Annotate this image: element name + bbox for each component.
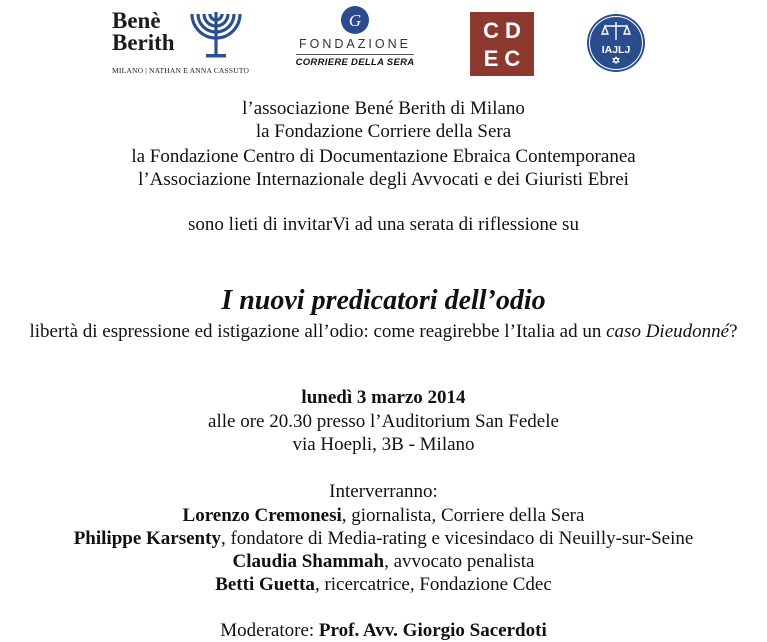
bene-berith-subtitle: MILANO | NATHAN E ANNA CASSUTO	[112, 66, 250, 75]
bene-berith-name-line1: Benè	[112, 8, 161, 33]
fondazione-word: FONDAZIONE	[299, 37, 411, 51]
fondazione-corriere-logo	[292, 5, 422, 75]
fondazione-divider	[296, 54, 414, 55]
speaker-role: , ricercatrice, Fondazione Cdec	[314, 574, 552, 595]
bene-berith-name-line2: Berith	[112, 30, 175, 55]
event-subtitle-italic: caso Dieudonné	[606, 321, 730, 342]
cdec-line2: EC	[483, 46, 527, 71]
speaker-line	[0, 505, 767, 527]
event-address: via Hoepli, 3B - Milano	[292, 434, 475, 455]
speaker-role: , giornalista, Corriere della Sera	[341, 505, 585, 526]
logo-bar	[0, 0, 767, 90]
speaker-name: Lorenzo Cremonesi	[182, 505, 342, 526]
event-subtitle: libertà di espressione ed istigazione all’odio: come reagirebbe l’Italia ad un caso Dieudonné?	[29, 321, 738, 342]
moderator-label: Moderatore:	[220, 620, 319, 641]
speaker-name: Betti Guetta	[215, 574, 315, 595]
menorah-icon	[186, 10, 246, 62]
speaker-name: Philippe Karsenty	[73, 528, 221, 549]
speaker-line	[0, 551, 767, 573]
host-line-1: l’associazione Bené Berith di Milano	[242, 98, 525, 119]
event-title: I nuovi predicatori dell’odio	[221, 285, 546, 316]
invite-text: sono lieti di invitarVi ad una serata di riflessione su	[188, 214, 579, 235]
cdec-line1: CD	[483, 18, 527, 43]
cdec-logo	[470, 12, 534, 76]
speaker-line	[0, 574, 767, 596]
moderator-name: Prof. Avv. Giorgio Sacerdoti	[318, 620, 547, 641]
bene-berith-logo	[112, 10, 262, 80]
speaker-name: Claudia Shammah	[232, 551, 385, 572]
speaker-role: , fondatore di Media-rating e vicesindaco di Neuilly-sur-Seine	[220, 528, 694, 549]
host-line-3: la Fondazione Centro di Documentazione Ebraica Contemporanea	[131, 146, 636, 167]
speaker-line	[0, 528, 767, 550]
speaker-role: , avvocato penalista	[384, 551, 535, 572]
corriere-seal-icon	[340, 5, 370, 35]
aijlj-text: IAJLJ	[601, 44, 631, 56]
host-line-2: la Fondazione Corriere della Sera	[255, 121, 512, 142]
event-date: lunedì 3 marzo 2014	[301, 387, 466, 408]
corriere-name: CORRIERE DELLA SERA	[295, 57, 415, 68]
aijlj-logo	[585, 12, 647, 74]
svg-text:G: G	[348, 11, 362, 30]
speakers-heading: Interverranno:	[329, 481, 438, 502]
moderator-line	[0, 620, 767, 642]
event-time-place: alle ore 20.30 presso l’Auditorium San Fedele	[208, 411, 559, 432]
host-line-4: l’Associazione Internazionale degli Avvocati e dei Giuristi Ebrei	[138, 169, 629, 190]
